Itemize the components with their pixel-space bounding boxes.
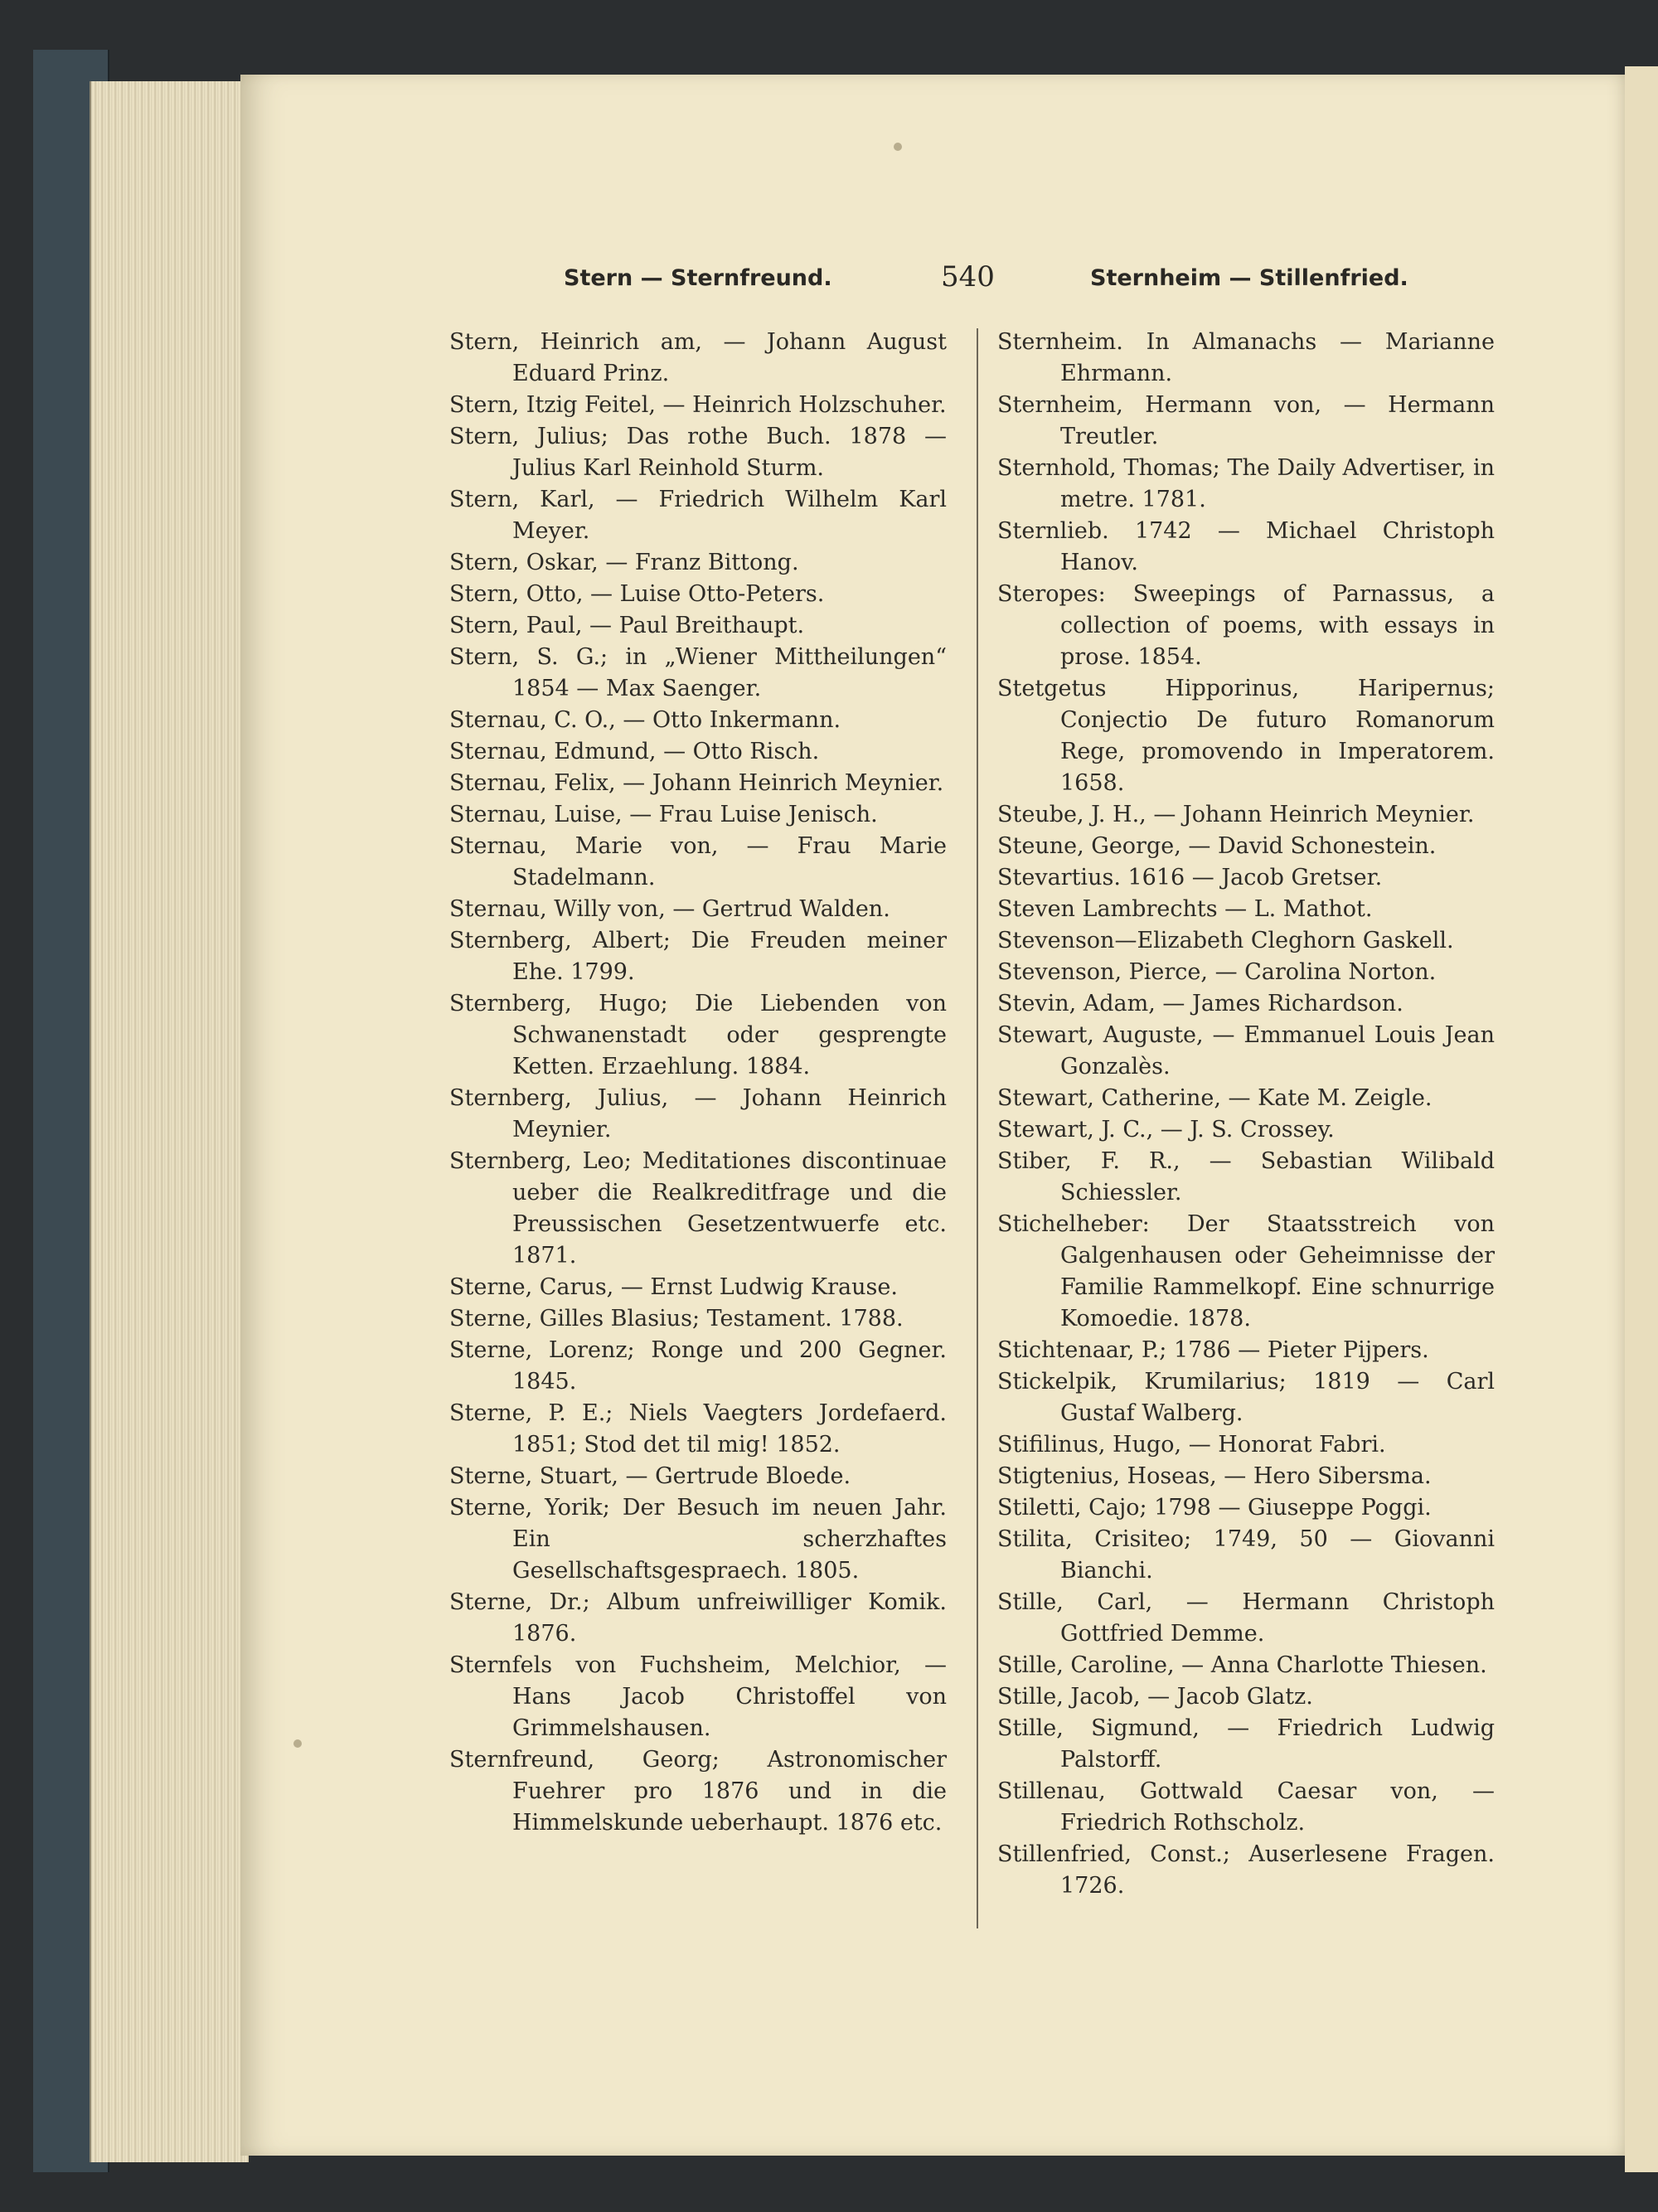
index-entry: Stern, Oskar, — Franz Bittong. [449, 550, 799, 575]
index-entry: Stern, Heinrich am, — Johann August Eduard Prinz. [449, 329, 947, 386]
index-entry: Sternberg, Hugo; Die Liebenden von Schwanenstadt oder gesprengte Ketten. Erzaehlung. 1884. [449, 991, 947, 1079]
running-header-left: Stern — Sternfreund. [564, 265, 832, 291]
index-entry: Stille, Jacob, — Jacob Glatz. [997, 1684, 1313, 1710]
index-entry: Sterne, Gilles Blasius; Testament. 1788. [449, 1306, 904, 1332]
index-entry: Sternberg, Julius, — Johann Heinrich Meynier. [449, 1085, 947, 1142]
index-entry: Steropes: Sweepings of Parnassus, a collection of poems, with essays in prose. 1854. [997, 581, 1495, 670]
index-entry: Stevin, Adam, — James Richardson. [997, 991, 1403, 1016]
index-entry: Stiletti, Cajo; 1798 — Giuseppe Poggi. [997, 1495, 1432, 1521]
index-entry: Stern, Otto, — Luise Otto-Peters. [449, 581, 825, 607]
index-entry: Sterne, Stuart, — Gertrude Bloede. [449, 1463, 851, 1489]
index-entry: Stern, Paul, — Paul Breithaupt. [449, 613, 805, 638]
index-entry: Stille, Sigmund, — Friedrich Ludwig Palstorff. [997, 1715, 1495, 1773]
index-entry: Stifilinus, Hugo, — Honorat Fabri. [997, 1432, 1386, 1458]
index-entry: Stichtenaar, P.; 1786 — Pieter Pijpers. [997, 1337, 1429, 1363]
index-entry: Sternfels von Fuchsheim, Melchior, — Hans Jacob Christoffel von Grimmelshausen. [449, 1652, 947, 1741]
index-entry: Stickelpik, Krumilarius; 1819 — Carl Gustaf Walberg. [997, 1369, 1495, 1426]
index-entry: Sterne, Lorenz; Ronge und 200 Gegner. 1845. [449, 1337, 947, 1395]
index-entry: Stichelheber: Der Staatsstreich von Galgenhausen oder Geheimnisse der Familie Rammelkopf. Eine schnurrige Komoedie. 1878. [997, 1211, 1495, 1332]
index-entry: Stiber, F. R., — Sebastian Wilibald Schiessler. [997, 1148, 1495, 1205]
column-divider [977, 328, 978, 1928]
index-entry: Sternheim. In Almanachs — Marianne Ehrmann. [997, 329, 1495, 386]
index-entry: Sternlieb. 1742 — Michael Christoph Hanov. [997, 518, 1495, 575]
index-entry: Sterne, P. E.; Niels Vaegters Jordefaerd. 1851; Stod det til mig! 1852. [449, 1400, 947, 1458]
index-entry: Stillenau, Gottwald Caesar von, — Friedrich Rothscholz. [997, 1778, 1495, 1836]
index-entry: Sterne, Dr.; Album unfreiwilliger Komik. 1876. [449, 1589, 947, 1647]
index-entry: Sternau, Willy von, — Gertrud Walden. [449, 896, 890, 922]
index-entry: Sternau, Luise, — Frau Luise Jenisch. [449, 802, 878, 827]
page-stack-edge [90, 81, 249, 2162]
running-header [564, 260, 1442, 298]
running-header-right: Sternheim — Stillenfried. [1090, 265, 1408, 291]
index-entry: Sternau, Edmund, — Otto Risch. [449, 739, 820, 764]
index-entry: Stille, Caroline, — Anna Charlotte Thiesen. [997, 1652, 1487, 1678]
index-entry: Steube, J. H., — Johann Heinrich Meynier. [997, 802, 1475, 827]
index-entry: Stevenson, Pierce, — Carolina Norton. [997, 959, 1437, 985]
index-entry: Sterne, Carus, — Ernst Ludwig Krause. [449, 1274, 898, 1300]
index-entry: Stigtenius, Hoseas, — Hero Sibersma. [997, 1463, 1432, 1489]
index-entry: Stern, Julius; Das rothe Buch. 1878 — Julius Karl Reinhold Sturm. [449, 424, 947, 481]
facing-page-edge [1625, 66, 1658, 2172]
index-entry: Stewart, Catherine, — Kate M. Zeigle. [997, 1085, 1433, 1111]
index-entry: Stewart, J. C., — J. S. Crossey. [997, 1117, 1335, 1142]
page-blemish [293, 1739, 302, 1748]
index-entry: Sternberg, Albert; Die Freuden meiner Ehe. 1799. [449, 928, 947, 985]
index-entry: Stille, Carl, — Hermann Christoph Gottfried Demme. [997, 1589, 1495, 1647]
index-entry: Stevenson—Elizabeth Cleghorn Gaskell. [997, 928, 1454, 953]
index-entry: Stilita, Crisiteo; 1749, 50 — Giovanni Bianchi. [997, 1526, 1495, 1584]
index-entry: Stillenfried, Const.; Auserlesene Fragen. 1726. [997, 1841, 1495, 1899]
index-entry: Sternberg, Leo; Meditationes discontinuae ueber die Realkreditfrage und die Preussischen Gesetzentwuerfe etc. 1871. [449, 1148, 947, 1269]
index-entry: Steven Lambrechts — L. Mathot. [997, 896, 1373, 922]
left-column [449, 327, 947, 1839]
right-column [997, 327, 1495, 1902]
index-entry: Sternau, Marie von, — Frau Marie Stadelmann. [449, 833, 947, 890]
index-entry: Sternau, Felix, — Johann Heinrich Meynier. [449, 770, 944, 796]
index-entry: Stern, Itzig Feitel, — Heinrich Holzschuher. [449, 392, 947, 418]
index-entry: Stern, S. G.; in „Wiener Mittheilungen“ 1854 — Max Saenger. [449, 644, 947, 701]
index-entry: Sternfreund, Georg; Astronomischer Fuehrer pro 1876 und in die Himmelskunde ueberhaupt. 1876 etc. [449, 1747, 947, 1836]
index-entry: Stevartius. 1616 — Jacob Gretser. [997, 865, 1383, 890]
index-entry: Sterne, Yorik; Der Besuch im neuen Jahr. Ein scherzhaftes Gesellschaftsgespraech. 1805. [449, 1495, 947, 1584]
index-entry: Sternau, C. O., — Otto Inkermann. [449, 707, 841, 733]
page-number: 540 [941, 260, 995, 293]
index-entry: Sternhold, Thomas; The Daily Advertiser, in metre. 1781. [997, 455, 1495, 512]
index-entry: Stetgetus Hipporinus, Haripernus; Conjectio De futuro Romanorum Rege, promovendo in Imperatorem. 1658. [997, 676, 1495, 796]
index-entry: Steune, George, — David Schonestein. [997, 833, 1437, 859]
page-blemish [894, 143, 902, 151]
index-entry: Stewart, Auguste, — Emmanuel Louis Jean Gonzalès. [997, 1022, 1495, 1079]
index-entry: Sternheim, Hermann von, — Hermann Treutler. [997, 392, 1495, 449]
index-entry: Stern, Karl, — Friedrich Wilhelm Karl Meyer. [449, 487, 947, 544]
